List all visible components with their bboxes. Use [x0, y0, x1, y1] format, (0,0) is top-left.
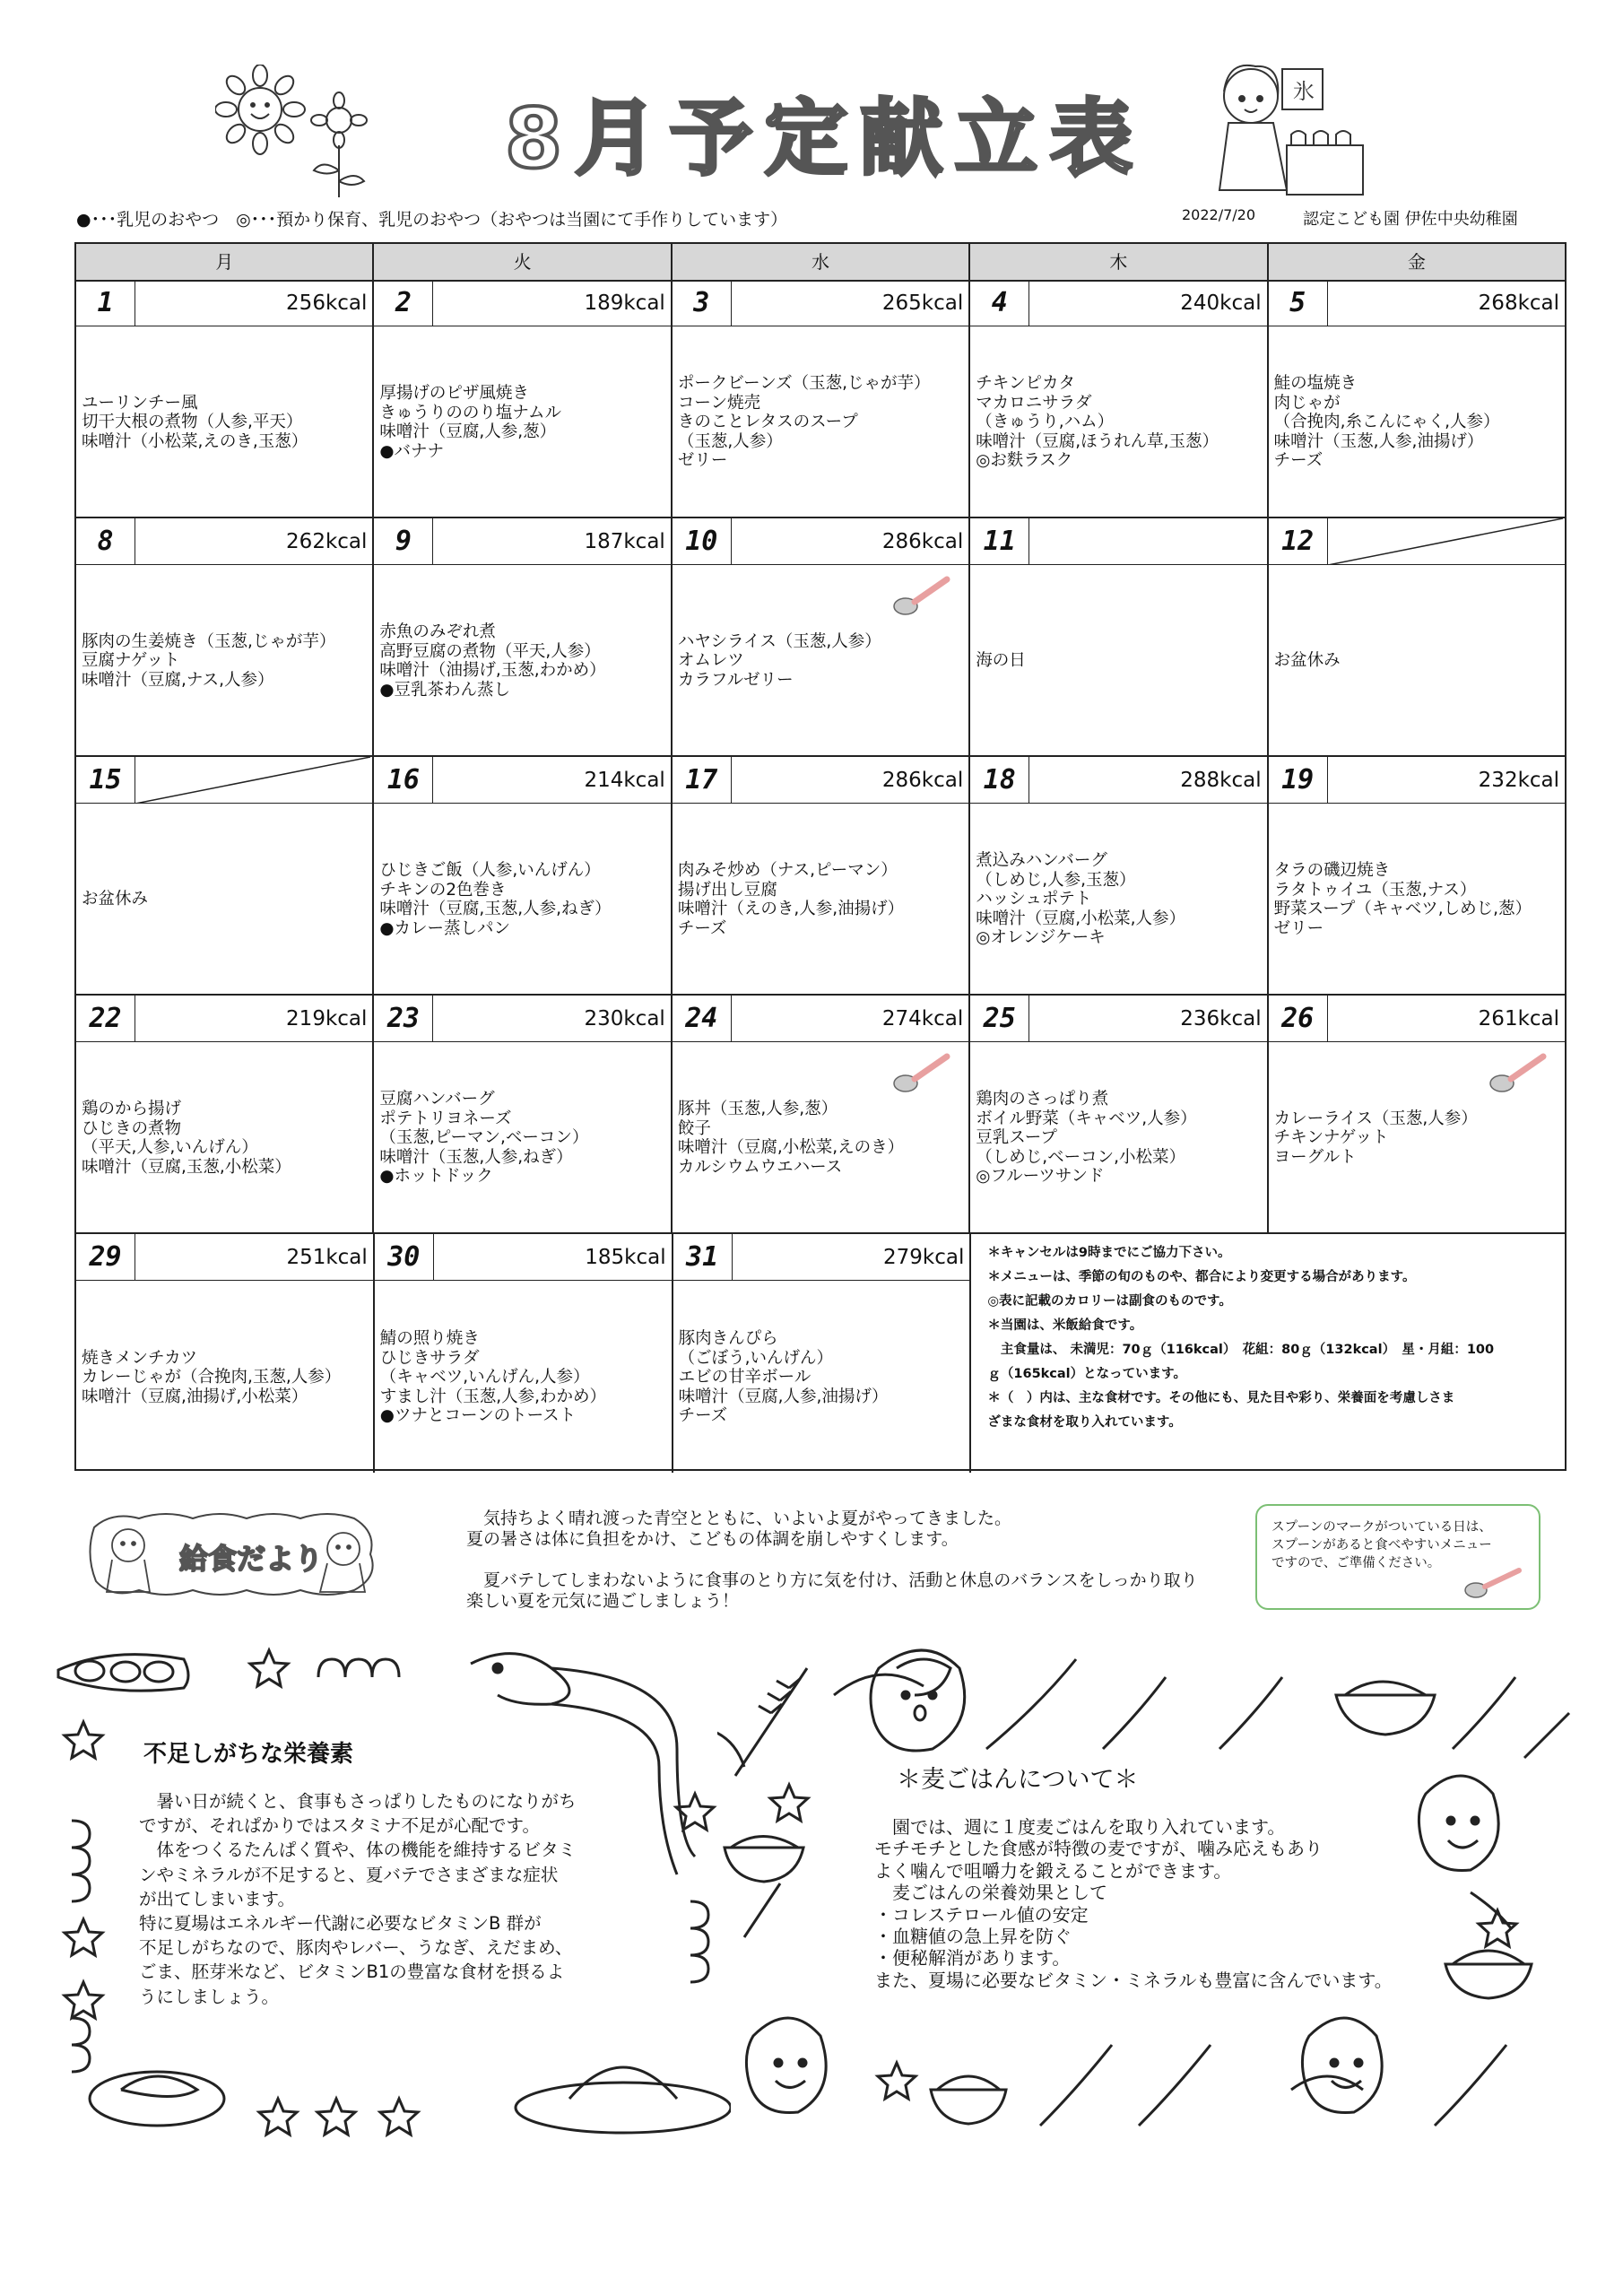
- day-cell: [374, 518, 672, 755]
- diagonal-line: [135, 757, 370, 804]
- day-number: 3: [673, 280, 732, 326]
- mugi-body: 園では、週に１度麦ごはんを取り入れています。 モチモチとした食感が特徴の麦ですが、噛み応えもあり よく噛んで咀嚼力を鍛えることができます。 麦ごはんの栄養効果として ・コレステロール値の安定 ・血糖値の急上昇を防ぐ ・便秘解消があります。 また、夏場に必要なビタミン・ミネラルも豊富に含んでいます。: [874, 1816, 1393, 1991]
- spoon-note-box: [1255, 1504, 1541, 1610]
- day-cell-header: [76, 1234, 373, 1281]
- day-kcal: 187kcal: [584, 530, 665, 553]
- day-menu: ポークビーンズ（玉葱,じゃが芋） コーン焼売 きのことレタスのスープ （玉葱,人参） ゼリー: [677, 374, 931, 471]
- star-icon: [250, 1650, 288, 1686]
- day-cell: [970, 518, 1268, 755]
- day-cell: [673, 757, 970, 994]
- day-cell: [673, 996, 970, 1232]
- rice-bowl-icon: [1336, 1682, 1435, 1735]
- weekday-thu: 木: [970, 244, 1268, 280]
- day-cell-header: [970, 518, 1266, 565]
- day-kcal: 261kcal: [1478, 1007, 1560, 1031]
- week-row: [76, 1234, 1565, 1473]
- day-number: 31: [673, 1234, 733, 1281]
- day-menu: タラの磯辺焼き ラタトゥイユ（玉葱,ナス） 野菜スープ（キャベツ,しめじ,葱） ゼリー: [1273, 861, 1532, 938]
- day-cell-header: [76, 757, 372, 804]
- day-menu: カレーライス（玉葱,人参） チキンナゲット ヨーグルト: [1273, 1109, 1478, 1167]
- day-number: 17: [673, 757, 732, 804]
- day-cell-header: [374, 518, 670, 565]
- nutrition-body: 暑い日が続くと、食事もさっぱりしたものになりがち ですが、それぱかりではスタミナ不足が心配です。 体をつくるたんぱく質や、体の機能を維持するビタミ ンやミネラルが不足すると、夏バテでさまざまな症状 が出てしまいます。 特に夏場はエネルギー代謝に必要なビタミンB 群が 不足しがちなので、豚肉やレバー、うなぎ、えだまめ、 ごま、胚芽米など、ビタミンB1の豊富な食材を摂るよ うにしましょう。: [139, 1791, 577, 2007]
- day-kcal: 268kcal: [1478, 291, 1560, 315]
- day-cell: [1269, 996, 1565, 1232]
- day-cell: [76, 518, 374, 755]
- day-number: 8: [76, 518, 135, 565]
- day-menu: 鯖の照り焼き ひじきサラダ （キャベツ,いんげん,人参） すまし汁（玉葱,人参,わかめ） ●ツナとコーンのトースト: [379, 1329, 607, 1426]
- school-name: 認定こども園 伊佐中央幼稚園: [1303, 210, 1518, 229]
- rice-plant-icon: [717, 1668, 807, 1776]
- day-cell-header: [76, 280, 372, 326]
- day-number: 26: [1269, 996, 1328, 1042]
- day-kcal: 262kcal: [286, 530, 368, 553]
- notes-text: ＊キャンセルは9時までにご協力下さい。 ＊メニューは、季節の旬のものや、都合により変更する場合があります。 ◎表に記載のカロリーは副食のものです。 ＊当園は、米飯給食です。 主食量は、 未満児：70ｇ（116kcal） 花組：80ｇ（132kcal） 星・月組：100 ｇ（165kcal）となっています。 ＊（ ）内は、主な食材です。その他にも、見た目や彩り、栄養面を考慮しさま ざまな食材を取り入れています。: [987, 1246, 1495, 1430]
- day-kcal: 236kcal: [1180, 1007, 1262, 1031]
- day-cell-header: [673, 996, 968, 1042]
- day-menu: ひじきご飯（人参,いんげん） チキンの2色巻き 味噌汁（豆腐,玉葱,人参,ねぎ） ●カレー蒸しパン: [379, 861, 612, 938]
- week-row: [76, 757, 1565, 996]
- day-number: 10: [673, 518, 732, 565]
- legend-text: ●･･･乳児のおやつ ◎･･･預かり保育、乳児のおやつ（おやつは当園にて手作りしています）: [76, 210, 788, 230]
- day-menu: 鮭の塩焼き 肉じゃが （合挽肉,糸こんにゃく,人参） 味噌汁（玉葱,人参,油揚げ） チーズ: [1273, 374, 1500, 471]
- weekday-wed: 水: [673, 244, 970, 280]
- day-cell: [374, 757, 672, 994]
- weekday-tue: 火: [374, 244, 672, 280]
- day-cell-header: [1269, 518, 1565, 565]
- day-menu: お盆休み: [82, 890, 149, 909]
- day-kcal: 288kcal: [1180, 769, 1262, 792]
- day-cell-header: [374, 996, 670, 1042]
- day-menu: お盆休み: [1273, 651, 1341, 671]
- notes-cell: [971, 1234, 1565, 1473]
- weekday-fri: 金: [1407, 251, 1426, 273]
- day-number: 23: [374, 996, 433, 1042]
- day-cell-header: [374, 280, 670, 326]
- day-number: 24: [673, 996, 732, 1042]
- day-menu: ハヤシライス（玉葱,人参） オムレツ カラフルゼリー: [677, 631, 881, 690]
- girl-icon: [1202, 56, 1372, 199]
- day-menu: チキンピカタ マカロニサラダ （きゅうり,ハム） 味噌汁（豆腐,ほうれん草,玉葱） ◎お麩ラスク: [976, 374, 1219, 471]
- day-cell-header: [673, 1234, 970, 1281]
- day-kcal: 256kcal: [286, 291, 368, 315]
- day-menu: 肉みそ炒め（ナス,ピーマン） 揚げ出し豆腐 味噌汁（えのき,人参,油揚げ） チーズ: [677, 861, 905, 938]
- issue-date: 2022/7/20: [1182, 206, 1256, 223]
- day-cell: [76, 1234, 375, 1473]
- day-menu: 煮込みハンバーグ （しめじ,人参,玉葱） ハッシュポテト 味噌汁（豆腐,小松菜,人参） ◎オレンジケーキ: [976, 851, 1185, 948]
- day-menu: 豆腐ハンバーグ ポテトリヨネーズ （玉葱,ピーマン,ベーコン） 味噌汁（玉葱,人参,ねぎ） ●ホットドック: [379, 1090, 589, 1187]
- day-menu: 焼きメンチカツ カレーじゃが（合挽肉,玉葱,人参） 味噌汁（豆腐,油揚げ,小松菜）: [82, 1348, 342, 1406]
- day-menu: 海の日: [976, 651, 1026, 671]
- day-cell: [673, 1234, 972, 1473]
- day-cell-header: [374, 757, 670, 804]
- weekday-header-row: [76, 244, 1565, 282]
- day-kcal: 286kcal: [881, 769, 964, 792]
- day-number: 2: [374, 280, 433, 326]
- day-cell: [970, 996, 1268, 1232]
- kyushoku-badge-label: 給食だより: [179, 1542, 324, 1576]
- day-cell-header: [673, 757, 968, 804]
- day-kcal: 230kcal: [584, 1007, 665, 1031]
- sunflower-icon: [215, 65, 377, 199]
- day-menu: 鶏肉のさっぱり煮 ボイル野菜（キャベツ,人参） 豆乳スープ （しめじ,ベーコン,小松菜） ◎フルーツサンド: [976, 1090, 1197, 1187]
- day-kcal: 279kcal: [883, 1246, 965, 1269]
- day-cell-header: [673, 518, 968, 565]
- svg-text:氷: 氷: [1293, 79, 1315, 104]
- day-cell: [76, 996, 374, 1232]
- day-cell-header: [1269, 996, 1565, 1042]
- page-title: 8月予定献立表: [504, 91, 1145, 187]
- day-menu: 豚肉の生姜焼き（玉葱,じゃが芋） 豆腐ナゲット 味噌汁（豆腐,ナス,人参）: [82, 631, 336, 690]
- day-number: 29: [76, 1234, 135, 1281]
- day-kcal: 214kcal: [584, 769, 665, 792]
- week-row: [76, 518, 1565, 757]
- mugi-title: ＊麦ごはんについて＊: [897, 1766, 1139, 1794]
- day-cell-header: [76, 996, 372, 1042]
- day-kcal: 274kcal: [881, 1007, 964, 1031]
- day-number: 18: [970, 757, 1029, 804]
- week-row: [76, 280, 1565, 518]
- day-cell: [375, 1234, 673, 1473]
- day-number: 12: [1269, 518, 1328, 565]
- day-kcal: 219kcal: [286, 1007, 368, 1031]
- day-cell-header: [1269, 280, 1565, 326]
- day-cell-header: [970, 280, 1266, 326]
- diagonal-line: [1328, 518, 1563, 565]
- day-menu: 赤魚のみぞれ煮 高野豆腐の煮物（平天,人参） 味噌汁（油揚げ,玉葱,わかめ） ●豆乳茶わん蒸し: [379, 622, 606, 700]
- intro-text: 気持ちよく晴れ渡った青空とともに、いよいよ夏がやってきました。 夏の暑さは体に負担をかけ、こどもの体調を崩しやすくします。 夏バテしてしまわないように食事のとり方に気を付け、活動と休息のバランスをしっかり取り 楽しい夏を元気に過ごしましょう！: [466, 1509, 1198, 1611]
- day-cell-header: [375, 1234, 672, 1281]
- day-cell: [1269, 757, 1565, 994]
- week-row: [76, 996, 1565, 1234]
- day-number: 30: [375, 1234, 434, 1281]
- day-cell: [970, 757, 1268, 994]
- day-number: 11: [970, 518, 1029, 565]
- weekday-mon: 月: [76, 244, 374, 280]
- day-number: 1: [76, 280, 135, 326]
- spoon-note-text: スプーンのマークがついている日は、 スプーンがあると食べやすいメニュー ですので、ご準備ください。: [1271, 1520, 1492, 1570]
- day-cell-header: [673, 280, 968, 326]
- menu-calendar: [74, 242, 1567, 1471]
- day-number: 15: [76, 757, 135, 804]
- day-cell: [1269, 280, 1565, 517]
- day-kcal: 185kcal: [585, 1246, 666, 1269]
- day-kcal: 189kcal: [584, 291, 665, 315]
- day-kcal: 240kcal: [1180, 291, 1262, 315]
- day-cell: [673, 280, 970, 517]
- day-number: 4: [970, 280, 1029, 326]
- day-cell: [76, 280, 374, 517]
- day-cell: [374, 996, 672, 1232]
- day-cell-header: [970, 996, 1266, 1042]
- day-menu: 鶏のから揚げ ひじきの煮物 （平天,人参,いんげん） 味噌汁（豆腐,玉葱,小松菜）: [82, 1100, 291, 1177]
- day-cell-header: [1269, 757, 1565, 804]
- day-menu: ユーリンチー風 切干大根の煮物（人参,平天） 味噌汁（小松菜,えのき,玉葱）: [82, 393, 308, 451]
- day-cell-header: [970, 757, 1266, 804]
- day-menu: 厚揚げのピザ風焼き きゅうりののり塩ナムル 味噌汁（豆腐,人参,葱） ●バナナ: [379, 384, 561, 461]
- day-number: 9: [374, 518, 433, 565]
- day-menu: 豚丼（玉葱,人参,葱） 餃子 味噌汁（豆腐,小松菜,えのき） カルシウムウエハース: [677, 1100, 905, 1177]
- day-cell-header: [76, 518, 372, 565]
- day-menu: 豚肉きんぴら （ごぼう,いんげん） エビの甘辛ボール 味噌汁（豆腐,人参,油揚げ） チーズ: [678, 1329, 889, 1426]
- day-cell: [1269, 518, 1565, 755]
- day-kcal: 286kcal: [881, 530, 964, 553]
- day-number: 22: [76, 996, 135, 1042]
- day-cell: [76, 757, 374, 994]
- day-kcal: 251kcal: [286, 1246, 368, 1269]
- day-number: 5: [1269, 280, 1328, 326]
- day-cell: [970, 280, 1268, 517]
- day-cell: [374, 280, 672, 517]
- day-number: 19: [1269, 757, 1328, 804]
- day-kcal: 232kcal: [1478, 769, 1560, 792]
- nutrition-title: 不足しがちな栄養素: [143, 1741, 354, 1768]
- day-number: 25: [970, 996, 1029, 1042]
- day-number: 16: [374, 757, 433, 804]
- day-cell: [673, 518, 970, 755]
- spoon-icon: [1462, 1565, 1524, 1601]
- day-kcal: 265kcal: [881, 291, 964, 315]
